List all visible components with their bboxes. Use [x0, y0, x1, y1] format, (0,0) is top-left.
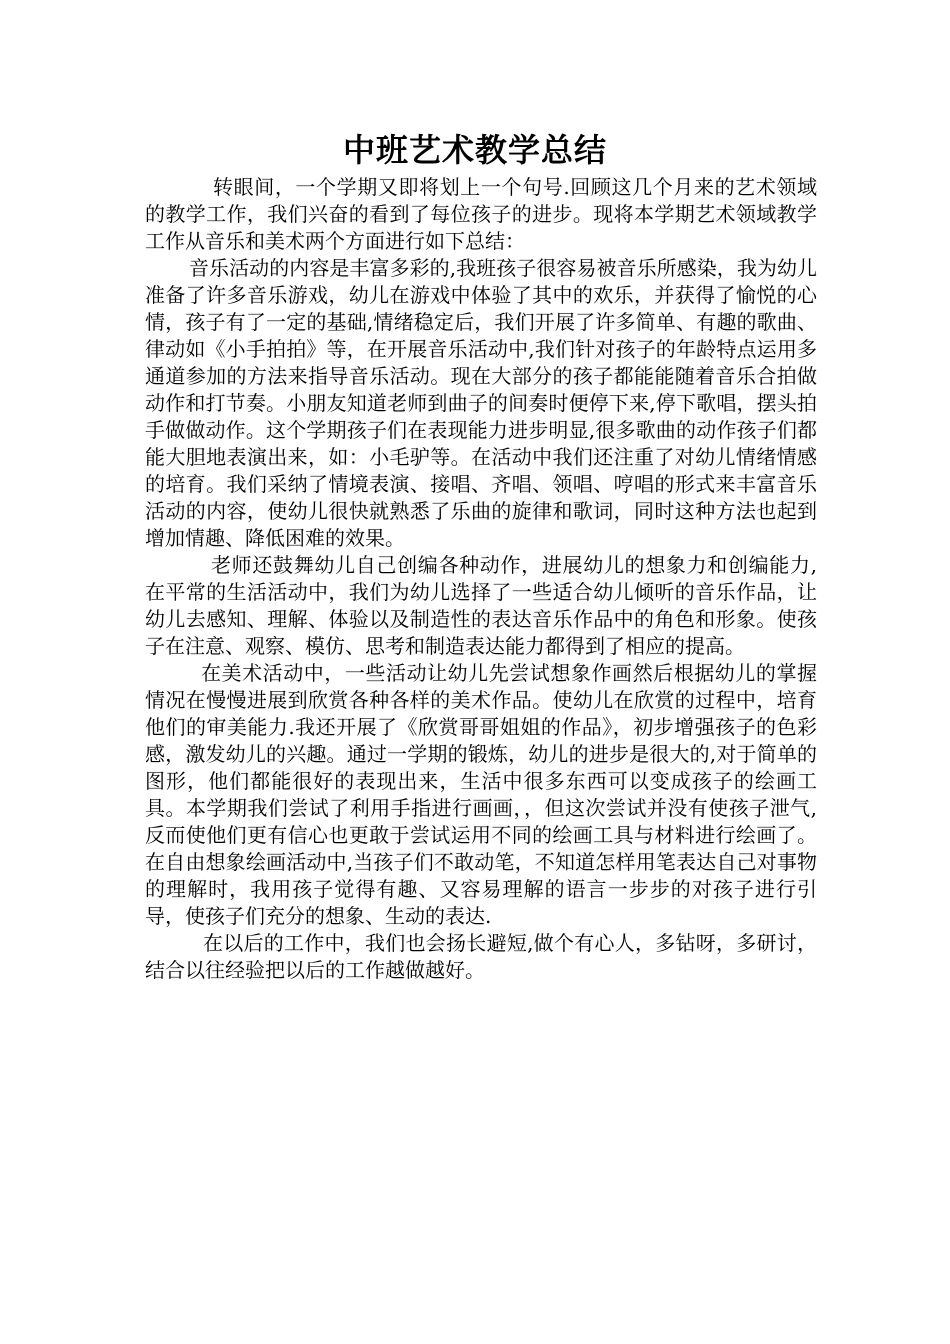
paragraph-conclusion: 在以后的工作中，我们也会扬长避短,做个有心人，多钻呀，多研讨，结合以往经验把以后的工作越做越好。: [145, 931, 817, 982]
paragraph-art: 在美术活动中，一些活动让幼儿先尝试想象作画然后根据幼儿的掌握情况在慢慢进展到欣赏各种各样的美术作品。使幼儿在欣赏的过程中，培育他们的审美能力.我还开展了《欣赏哥哥姐姐的作品》，初步增强孩子的色彩感，激发幼儿的兴趣。通过一学期的锻炼，幼儿的进步是很大的,对于简单的图形，他们都能很好的表现出来，生活中很多东西可以变成孩子的绘画工具。本学期我们尝试了利用手指进行画画，，但这次尝试并没有使孩子泄气,反而使他们更有信心也更敢于尝试运用不同的绘画工具与材料进行绘画了。在自由想象绘画活动中,当孩子们不敢动笔，不知道怎样用笔表达自己对事物的理解时，我用孩子觉得有趣、又容易理解的语言一步步的对孩子进行引导，使孩子们充分的想象、生动的表达.: [145, 661, 817, 928]
document-title: 中班艺术教学总结: [342, 131, 607, 169]
paragraph-creative: 老师还鼓舞幼儿自己创编各种动作，进展幼儿的想象力和创编能力,在平常的生活活动中，我们为幼儿选择了一些适合幼儿倾听的音乐作品，让幼儿去感知、理解、体验以及制造性的表达音乐作品中的角色和形象。使孩子在注意、观察、模仿、思考和制造表达能力都得到了相应的提高。: [145, 553, 817, 658]
paragraph-music: 音乐活动的内容是丰富多彩的,我班孩子很容易被音乐所感染，我为幼儿准备了许多音乐游戏，幼儿在游戏中体验了其中的欢乐，并获得了愉悦的心情，孩子有了一定的基础,情绪稳定后，我们开展了许多简单、有趣的歌曲、律动如《小手拍拍》等，在开展音乐活动中,我们针对孩子的年龄特点运用多通道参加的方法来指导音乐活动。现在大部分的孩子都能能随着音乐合拍做动作和打节奏。小朋友知道老师到曲子的间奏时便停下来,停下歌唱，摆头拍手做做动作。这个学期孩子们在表现能力进步明显,很多歌曲的动作孩子们都能大胆地表演出来，如：小毛驴等。在活动中我们还注重了对幼儿情绪情感的培育。我们采纳了情境表演、接唱、齐唱、领唱、哼唱的形式来丰富音乐活动的内容，使幼儿很快就熟悉了乐曲的旋律和歌词，同时这种方法也起到增加情趣、降低困难的效果。: [145, 256, 817, 550]
document-body: [145, 174, 817, 984]
paragraph-intro: 转眼间，一个学期又即将划上一个句号.回顾这几个月来的艺术领域的教学工作，我们兴奋的看到了每位孩子的进步。现将本学期艺术领域教学工作从音乐和美术两个方面进行如下总结：: [145, 175, 817, 253]
